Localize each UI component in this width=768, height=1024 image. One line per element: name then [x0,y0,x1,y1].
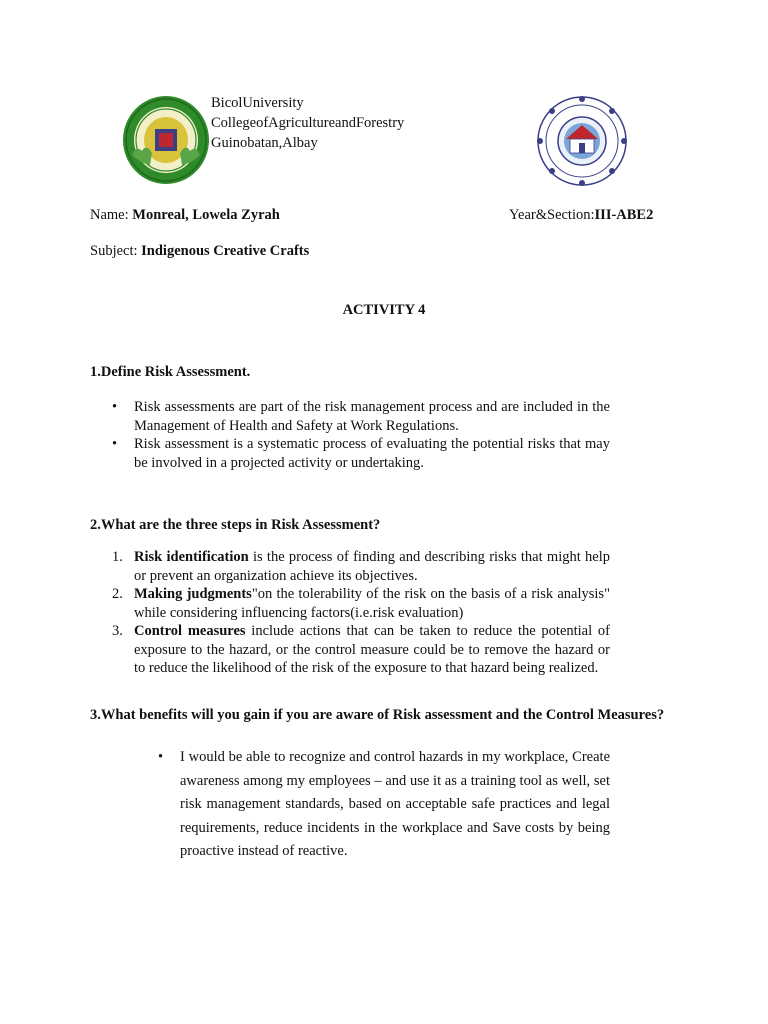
bullet-icon: • [112,436,118,452]
subject-value: Indigenous Creative Crafts [141,243,310,259]
question-1-answers [112,398,610,472]
university-seal-icon [536,95,628,187]
college-seal-icon [122,95,210,185]
campus-location: Guinobatan,Albay [211,135,318,151]
year-section-line [509,207,653,224]
step-number: 2. [112,586,123,602]
step-number: 3. [112,623,123,639]
college-name: CollegeofAgricultureandForestry [211,115,405,131]
bullet-icon: • [158,749,164,765]
list-item: • Risk assessments are part of the risk management process and are included in the Management of Health and Safety at Work Regulations. [112,399,610,434]
university-name: BicolUniversity [211,95,304,111]
step-text: "on the tolerability of the risk on the basis of a risk analysis" while considering influencing factors(i.e.risk evaluation) [134,586,610,621]
question-1-title: 1.Define Risk Assessment. [90,364,251,380]
activity-title: ACTIVITY 4 [342,302,426,318]
step-term: Making judgments [134,586,252,602]
school-header [211,93,404,153]
name-label: Name: [90,207,133,223]
list-item [112,622,610,678]
step-term: Risk identification [134,549,249,565]
step-text: include actions that can be taken to reduce the potential of exposure to the hazard, or the control measure could be to remove the hazard or to reduce the likelihood of the risk of the exposure to that hazard being realized. [134,623,610,676]
question-3-title: 3.What benefits will you gain if you are aware of Risk assessment and the Control Measures? [90,707,665,723]
student-name-line [90,207,280,224]
list-item [112,585,610,622]
question-2-steps [112,548,611,678]
step-term: Control measures [134,623,246,639]
year-section-value: III-ABE2 [594,207,654,223]
list-item: • I would be able to recognize and control hazards in my workplace, Create awareness among my employees – and use it as a training tool as well, set risk management standards, based on acceptable safe practices and legal requirements, reduce incidents in the workplace and Save costs by being proactive instead of reactive. [180,746,610,864]
subject-label: Subject: [90,243,142,259]
list-item [112,548,611,585]
question-2-title: 2.What are the three steps in Risk Assessment? [90,517,381,533]
student-name: Monreal, Lowela Zyrah [132,207,280,223]
question-3-answers [158,746,610,864]
year-section-label: Year&Section: [509,207,595,223]
subject-line [90,243,309,260]
bullet-icon: • [112,399,118,415]
list-item: • Risk assessment is a systematic process of evaluating the potential risks that may be involved in a projected activity or undertaking. [112,436,610,471]
step-number: 1. [112,549,123,565]
step-text: is the process of finding and describing risks that might help or prevent an organization achieve its objectives. [134,549,611,584]
